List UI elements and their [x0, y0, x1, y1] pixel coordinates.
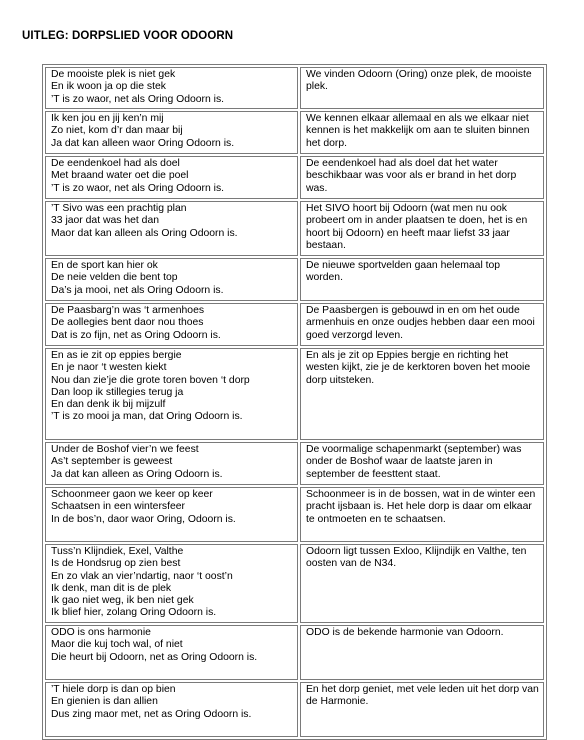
verse-row — [45, 258, 544, 301]
lyric-line: En de sport kan hier ok — [51, 260, 158, 271]
lyric-line: Zo niet, kom d’r dan maar bij — [51, 125, 183, 137]
explanation-text: Odoorn ligt tussen Exloo, Klijndijk en Valthe, ten oosten van de N34. — [306, 546, 527, 570]
lyric-line: As’t september is geweest — [51, 456, 173, 468]
lyric-line: En ik woon ja op die stek — [51, 81, 166, 93]
explanation-text: We kennen elkaar allemaal en als we elkaar niet kennen is het makkelijk om aan te sluiten binnen het dorp. — [306, 113, 530, 149]
explanation-text: De Paasbergen is gebouwd in en om het oude armenhuis en onze oudjes hebben daar een mooi goed verzorgd leven. — [306, 305, 535, 341]
document-title: UITLEG: DORPSLIED VOOR ODOORN — [22, 30, 234, 42]
verse-explanation-cell — [300, 442, 544, 485]
lyric-line: Schaatsen in een wintersfeer — [51, 501, 186, 513]
lyric-line: Ja dat kan alleen as Oring Odoorn is. — [51, 468, 223, 480]
verse-lyrics-cell — [45, 442, 298, 485]
lyric-line: Die heurt bij Odoorn, net as Oring Odoorn is. — [51, 651, 258, 663]
verse-lyrics-cell — [45, 67, 298, 109]
verse-explanation-cell — [300, 487, 544, 542]
lyric-line: Dat is zo fijn, net as Oring Odoorn is. — [51, 329, 221, 341]
explanation-text: De eendenkoel had als doel dat het water beschikbaar was voor als er brand in het dorp was. — [306, 158, 517, 194]
lyric-line: De aollegies bent daor nou thoes — [51, 317, 204, 329]
explanation-text: Schoonmeer is in de bossen, wat in de winter een pracht ijsbaan is. Het hele dorp is daar om elkaar te ontmoeten en te schaatsen. — [306, 489, 536, 525]
lyric-line: En gienien is dan allien — [51, 696, 158, 708]
lyric-line: ’T is zo waor, net als Oring Odoorn is. — [51, 182, 225, 194]
lyric-line: De eendenkoel had als doel — [51, 158, 180, 169]
lyric-line: Nou dan zie’je die grote toren boven ‘t dorp — [51, 374, 250, 386]
verse-lyrics-cell — [45, 156, 298, 199]
verse-row — [45, 303, 544, 346]
lyric-line: Dan loop ik stillegies terug ja — [51, 386, 184, 398]
verse-lyrics-cell — [45, 303, 298, 346]
verse-lyrics-cell — [45, 487, 298, 542]
lyric-line: Schoonmeer gaon we keer op keer — [51, 489, 213, 500]
lyric-line: ’T is zo waor, net als Oring Odoorn is. — [51, 93, 225, 105]
lyric-line: En je naor ‘t westen kiekt — [51, 362, 167, 374]
lyric-line: De neie velden die bent top — [51, 272, 178, 284]
verse-lyrics-cell — [45, 201, 298, 256]
verse-row — [45, 156, 544, 199]
verse-explanation-cell — [300, 682, 544, 737]
verse-lyrics-cell — [45, 625, 298, 680]
verse-row — [45, 544, 544, 623]
explanation-text: En het dorp geniet, met vele leden uit het dorp van de Harmonie. — [306, 684, 539, 708]
lyric-line: Under de Boshof vier’n we feest — [51, 444, 199, 455]
lyrics-table-body — [45, 67, 544, 737]
explanation-text: En als je zit op Eppies bergje en richting het westen kijkt, zie je de kerktoren boven het mooie dorp uitsteken. — [306, 350, 531, 386]
lyric-line: Maor dat kan alleen als Oring Odoorn is. — [51, 227, 238, 239]
verse-explanation-cell — [300, 201, 544, 256]
verse-lyrics-cell — [45, 111, 298, 154]
lyric-line: Ik gao niet weg, ik ben niet gek — [51, 595, 194, 607]
lyric-line: ODO is ons harmonie — [51, 627, 151, 638]
verse-explanation-cell — [300, 348, 544, 440]
lyric-line: Maor die kuj toch wal, of niet — [51, 639, 183, 651]
explanation-text: Het SIVO hoort bij Odoorn (wat men nu ook probeert om in ander plaatsen te doen, het is en hoort bij Odoorn) en heeft maar liefst 33 jaar bestaan. — [306, 203, 528, 251]
verse-explanation-cell — [300, 258, 544, 301]
verse-explanation-cell — [300, 67, 544, 109]
lyric-line: Ik blief hier, zolang Oring Odoorn is. — [51, 607, 217, 619]
explanation-text: De voormalige schapenmarkt (september) was onder de Boshof waar de laatste jaren in september de feesttent staat. — [306, 444, 522, 480]
lyric-line: En zo vlak an vier’ndartig, naor ‘t oost’n — [51, 570, 233, 582]
lyric-line: De mooiste plek is niet gek — [51, 69, 176, 80]
explanation-text: ODO is de bekende harmonie van Odoorn. — [306, 627, 504, 638]
verse-explanation-cell — [300, 625, 544, 680]
verse-row — [45, 442, 544, 485]
lyric-line: Ik denk, man dit is de plek — [51, 582, 172, 594]
lyric-line: Dus zing maor met, net as Oring Odoorn is. — [51, 708, 252, 720]
lyric-line: ’T Sivo was een prachtig plan — [51, 203, 187, 214]
verse-explanation-cell — [300, 111, 544, 154]
verse-row — [45, 67, 544, 109]
verse-row — [45, 625, 544, 680]
verse-row — [45, 111, 544, 154]
lyric-line: Da’s ja mooi, net als Oring Odoorn is. — [51, 284, 224, 296]
explanation-text: De nieuwe sportvelden gaan helemaal top worden. — [306, 260, 501, 284]
lyric-line: Ik ken jou en jij ken’n mij — [51, 113, 164, 124]
verse-row — [45, 487, 544, 542]
lyric-line: De Paasbarg’n was ‘t armenhoes — [51, 305, 205, 316]
lyric-line: Is de Hondsrug op zien best — [51, 558, 181, 570]
lyric-line: En as ie zit op eppies bergie — [51, 350, 182, 361]
verse-row — [45, 682, 544, 737]
lyrics-table — [42, 64, 547, 740]
verse-explanation-cell — [300, 303, 544, 346]
lyric-line: Met braand water oet die poel — [51, 170, 189, 182]
lyric-line: In de bos’n, daor waor Oring, Odoorn is. — [51, 513, 236, 525]
lyric-line: En dan denk ik bij mijzulf — [51, 399, 166, 411]
verse-row — [45, 201, 544, 256]
lyric-line: 33 jaor dat was het dan — [51, 215, 160, 227]
lyric-line: Ja dat kan alleen waor Oring Odoorn is. — [51, 137, 235, 149]
verse-lyrics-cell — [45, 258, 298, 301]
lyric-line: Tuss’n Klijndiek, Exel, Valthe — [51, 546, 184, 557]
verse-lyrics-cell — [45, 682, 298, 737]
verse-row — [45, 348, 544, 440]
verse-explanation-cell — [300, 156, 544, 199]
lyric-line: ’T is zo mooi ja man, dat Oring Odoorn is. — [51, 411, 243, 423]
verse-explanation-cell — [300, 544, 544, 623]
verse-lyrics-cell — [45, 544, 298, 623]
explanation-text: We vinden Odoorn (Oring) onze plek, de mooiste plek. — [306, 69, 532, 93]
lyric-line: ’T hiele dorp is dan op bien — [51, 684, 176, 695]
verse-lyrics-cell — [45, 348, 298, 440]
